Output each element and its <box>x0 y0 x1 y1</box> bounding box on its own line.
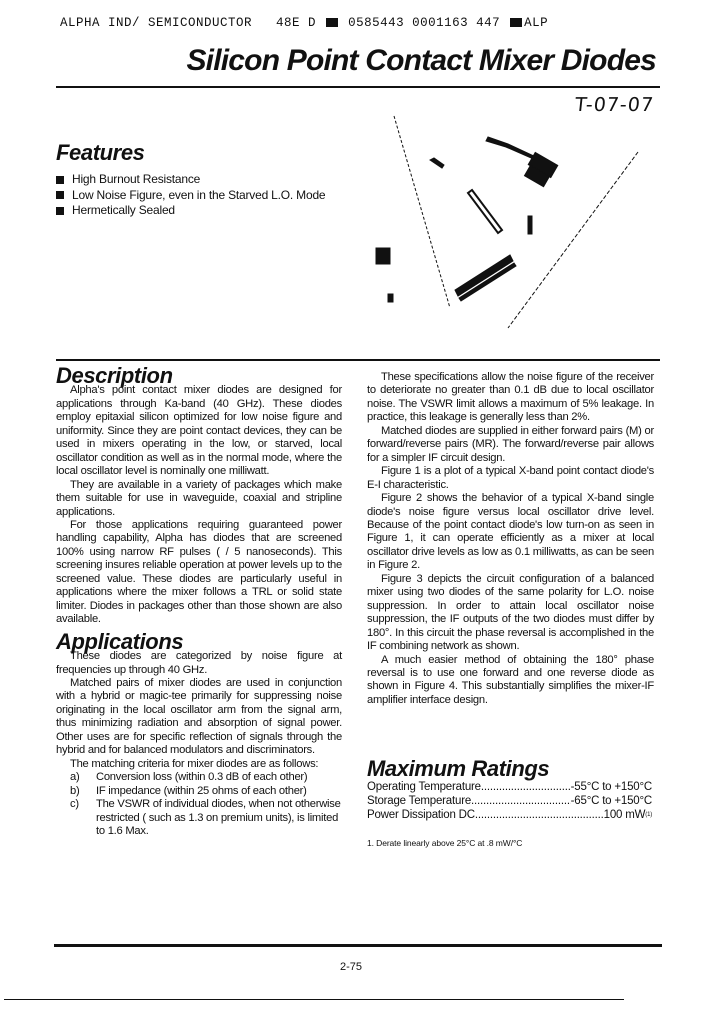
features-section <box>56 140 356 219</box>
ratings-footnote: 1. Derate linearly above 25°C at .8 mW/°C <box>367 838 523 848</box>
black-block-mark <box>510 18 522 27</box>
footnote-ref: (1) <box>645 812 652 818</box>
rating-row <box>367 808 652 822</box>
applications-paragraph: These diodes are categorized by noise figure at frequencies up through 40 GHz. <box>56 650 342 676</box>
body-paragraph: Figure 3 depicts the circuit configuration of a balanced mixer using two diodes of the same polarity for L.O. noise suppression. In order to attain local oscillator noise suppression, the IF outputs of the two diodes must differ by 180°. In this circuit the phase reversal is accomplished in the IF combining network as shown. <box>367 572 654 653</box>
left-column <box>56 363 342 838</box>
scan-header-code <box>60 16 548 30</box>
footer-rule <box>54 944 662 947</box>
rating-value: -55°C to +150°C <box>570 781 652 793</box>
criteria-item: c) The VSWR of individual diodes, when not otherwise restricted ( such as 1.3 on premium units), is limited to 1.6 Max. <box>70 798 341 837</box>
maximum-ratings-heading: Maximum Ratings <box>367 756 550 781</box>
body-paragraph: A much easier method of obtaining the 180° phase reversal is to use one forward and one reverse diode as shown in Figure 4. This substantially simplifies the mixer-IF amplifier interface design. <box>367 653 654 706</box>
leader-dots <box>475 808 604 822</box>
page-title: Silicon Point Contact Mixer Diodes <box>186 44 656 77</box>
body-paragraph: These specifications allow the noise figure of the receiver to deteriorate no greater than 0.1 dB due to local oscillator noise. The VSWR limit allows a maximum of 5% leakage. In practice, this leakage is generally less than 2%. <box>367 371 654 424</box>
body-paragraph: Figure 2 shows the behavior of a typical X-band single diode's noise figure versus local oscillator drive level. Because of the point contact diode's low turn-on as seen in Figure 1, it can operate efficiently as a mixer at local oscillator drive levels as low as 0.1 milliwatts, as can be seen in Figure 2. <box>367 492 654 572</box>
rating-label: Power Dissipation DC <box>367 809 475 821</box>
scan-code-left: ALPHA IND/ SEMICONDUCTOR 48E D <box>60 16 317 30</box>
rating-value: -65°C to +150°C <box>570 795 652 807</box>
page-number: 2-75 <box>340 961 363 973</box>
diode-packages-illustration <box>360 100 660 340</box>
description-paragraph: Alpha's point contact mixer diodes are designed for applications through Ka-band (40 GHz). These diodes employ epitaxial silicon optimized for low noise figure and uniformity. Since they are point contact devices, they can be used in mixers operating in the low, or starved, local oscillator condition as well as in the normal mode, where the local oscillator level is nominally one milliwatt. <box>56 384 342 478</box>
rating-row <box>367 780 652 794</box>
rating-row <box>367 794 652 808</box>
features-list <box>56 172 356 219</box>
applications-paragraph: Matched pairs of mixer diodes are used in conjunction with a hybrid or magic-tee primarily for suppressing noise originating in the local oscillator arm from the signal arm, thus minimizing radiation and absorption of signal power. Other uses are for specific reflection of signals through the hybrid and for balanced modulators and discriminators. <box>56 676 342 757</box>
rating-label: Operating Temperature <box>367 781 481 793</box>
maximum-ratings-section <box>367 756 652 850</box>
diode-packages-photo <box>360 100 660 340</box>
rating-value: 100 mW <box>603 809 646 821</box>
body-paragraph: Matched diodes are supplied in either forward pairs (M) or forward/reverse pairs (MR). The forward/reverse pair allows for a simpler IF circuit design. <box>367 424 654 464</box>
right-column <box>367 371 654 707</box>
description-paragraph: They are available in a variety of packages which make them suitable for use in waveguide, coaxial and stripline applications. <box>56 478 342 518</box>
bottom-scan-rule <box>4 999 624 1000</box>
rating-label: Storage Temperature <box>367 795 472 807</box>
features-heading: Features <box>56 140 145 165</box>
matching-criteria-list <box>56 771 342 838</box>
criteria-item: b) IF impedance (within 25 ohms of each other) <box>70 784 307 797</box>
bullet-square-icon <box>56 191 64 199</box>
scan-code-right: ALP <box>524 16 549 30</box>
bullet-square-icon <box>56 207 64 215</box>
title-rule <box>56 86 660 88</box>
body-paragraph: Figure 1 is a plot of a typical X-band point contact diode's E-I characteristic. <box>367 465 654 491</box>
leader-dots <box>481 780 571 794</box>
description-heading: Description <box>56 363 173 388</box>
feature-item: Low Noise Figure, even in the Starved L.O. Mode <box>56 188 356 204</box>
applications-paragraph: The matching criteria for mixer diodes are as follows: <box>70 757 319 770</box>
section-rule <box>56 359 660 361</box>
applications-heading: Applications <box>56 628 184 654</box>
handwritten-note: T-07-07 <box>573 94 656 116</box>
black-block-mark <box>326 18 338 27</box>
description-paragraph: For those applications requiring guaranteed power handling capability, Alpha has diodes that are screened 100% using narrow RF pulses ( / 5 nanoseconds). This screening insures reliable operation at power levels up to the screened value. These diodes are particularly useful in applications where the mixer follows a TRL or solid state limiter. Diodes in packages other than those shown are also available. <box>56 518 342 626</box>
feature-item: Hermetically Sealed <box>56 203 356 219</box>
bullet-square-icon <box>56 176 64 184</box>
feature-item: High Burnout Resistance <box>56 172 356 188</box>
scan-code-mid: 0585443 0001163 447 <box>348 16 501 30</box>
criteria-item: a) Conversion loss (within 0.3 dB of each other) <box>70 771 308 784</box>
leader-dots <box>471 794 571 808</box>
